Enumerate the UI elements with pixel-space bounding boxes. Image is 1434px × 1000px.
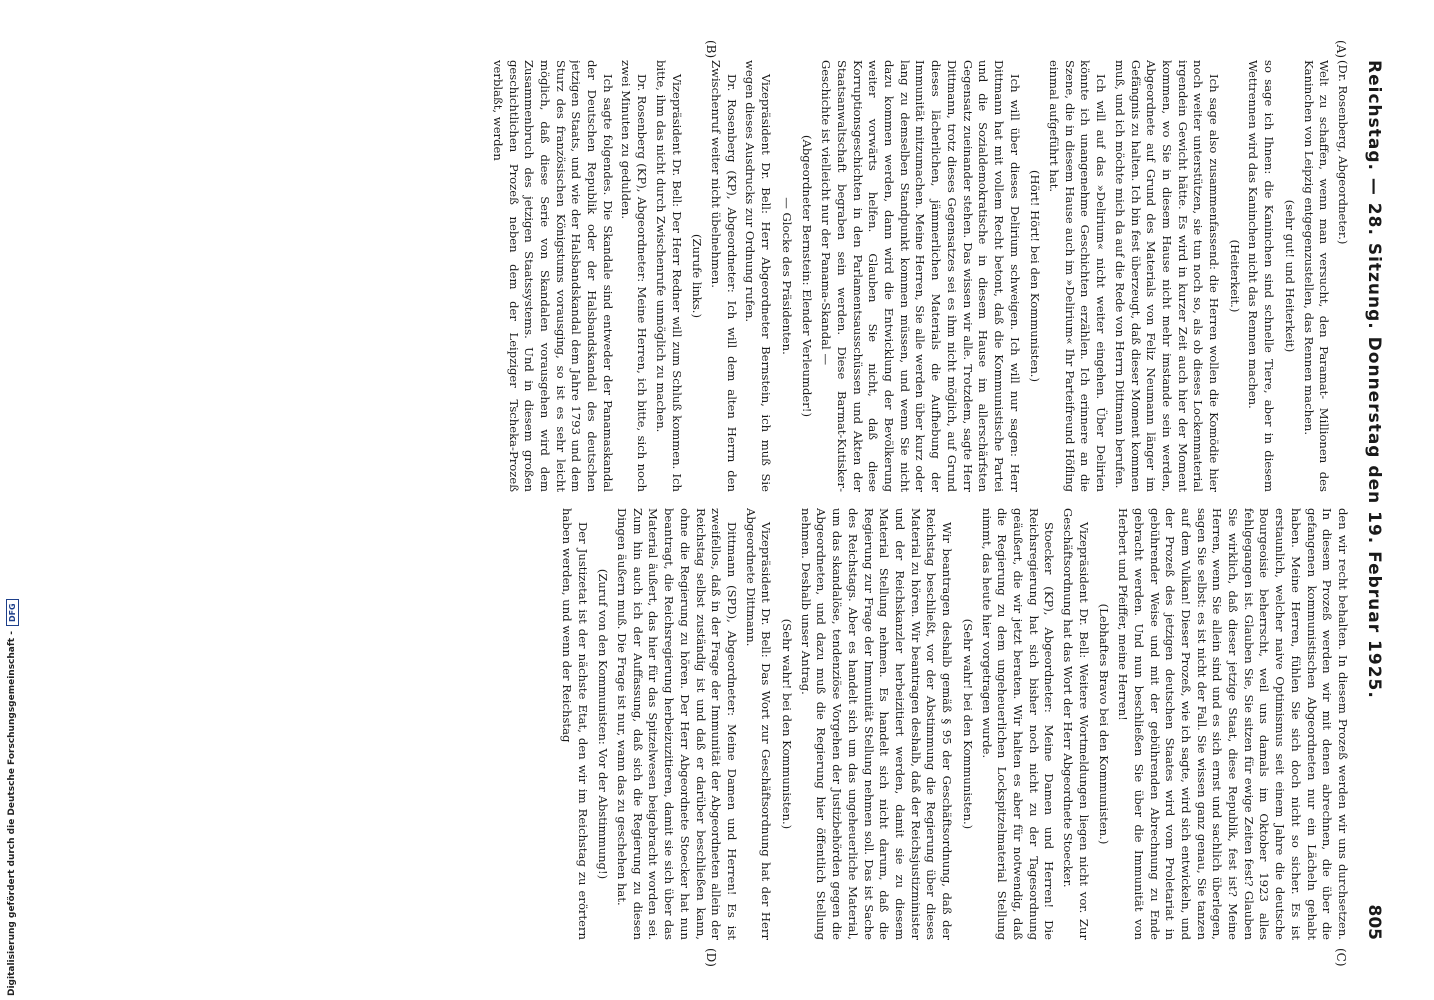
margin-marker-a: (A) [1334, 40, 1348, 59]
paragraph: Ich will auf das »Delirium« nicht weiter eingehen. Über Delirien könnte ich unangenehme Geschichten erzählen. Ich erinnere an die Szene, die in diesem Hause auch im »Delirium« Ihr Parteifreund Höfling einmal aufgeführt hat. [1047, 60, 1109, 492]
paragraph: Der Justizetat ist der nächste Etat, den wir im Reichstag zu erörtern haben werden, und wenn der Reichstag [559, 508, 590, 940]
stage-direction: (Zuruf von den Kommunisten: Vor der Abstimmung!) [596, 568, 611, 880]
stage-direction: — Glocke des Präsidenten. [779, 197, 794, 355]
paragraph: Ich sagte folgendes. Die Skandale sind entweder der Panamaskandal der Deutschen Republik oder der Halsbandskandal des deutschen jetzigen Staats, und wie der Halsbandskandal dem Jahre 1793 und dem Sturz des französischen Königstums vorausging, so ist es sehr leicht möglich, daß diese Serie von Skandalen vorausgehen wird dem Zusammenbruch des jetzigen Staatssystems. Und in diesem großen geschichtlichen Prozeß neben dem der Leipziger Tscheka-Prozeß verblaßt, werden [490, 60, 615, 492]
credit-text: Digitalisierung gefördert durch die Deutsche Forschungsgemeinschaft - [7, 631, 17, 996]
margin-marker-c: (C) [1334, 948, 1348, 967]
dfg-logo-icon: DFG [6, 599, 19, 626]
page-header [1360, 60, 1388, 940]
paragraph: Dr. Rosenberg (KP), Abgeordneter: Meine Herren, ich bitte, sich noch zwei Minuten zu gedulden. [619, 60, 650, 492]
paragraph: Stoecker (KP), Abgeordneter: Meine Damen und Herren! Die Reichsregierung hat sich bisher noch nicht zu der Tagesordnung geäußert, die wir jetzt beraten. Wir halten es aber für notwendig, daß die Regierung zu dem ungeheuerlichen Lockspitzelmaterial Stellung nimmt, das heute hier vorgetragen wurde. [979, 508, 1057, 940]
paragraph: Dr. Rosenberg (KP), Abgeordneter: Ich will dem alten Herrn den Zwischenruf weiter nicht übelnehmen. [708, 60, 739, 492]
stage-direction: (Hört! Hört! bei den Kommunisten.) [1028, 169, 1043, 382]
stage-direction: (sehr gut! und Heiterkeit) [1282, 199, 1297, 353]
margin-marker-b: (B) [704, 40, 718, 59]
stage-direction: (Zurufe links.) [690, 234, 705, 318]
left-column [60, 60, 1350, 492]
page-number: 805 [1364, 904, 1384, 940]
digitization-credit [4, 576, 20, 996]
paragraph: Wir beantragen deshalb gemäß § 95 der Geschäftsordnung, daß der Reichstag beschließt, vor der Abstimmung die Regierung über dieses Material zu hören. Wir beantragen deshalb, daß der Reichsjustizminister und der Reichskanzler herbeizitiert werden, damit sie zu diesem Material Stellung nehmen. Es handelt sich nicht darum, daß die Regierung zur Frage der Immunität Stellung nehmen soll. Das ist Sache des Reichstags. Aber es handelt sich um das ungeheuerliche Material, um das skandalöse, tendenziöse Vorgehen der Justizbehörden gegen die Abgeordneten, und dazu muß die Regierung hier öffentlich Stellung nehmen. Deshalb unser Antrag. [798, 508, 955, 940]
paragraph: Vizepräsident Dr. Bell: Weitere Wortmeldungen liegen nicht vor. Zur Geschäftsordnung hat das Wort der Herr Abgeordnete Stoecker. [1061, 508, 1091, 940]
paragraph: den wir recht behalten. In diesem Prozeß werden wir uns durchsetzen. In diesem Prozeß werden wir mit denen abrechnen, die über die gefangenen kommunistischen Abgeordneten nur ein Lächeln gehabt haben. Meine Herren, fühlen Sie sich doch nicht so sicher. Es ist erstaunlich, welcher naive Optimismus seit einem Jahre die deutsche Bourgeoisie beherrscht, weil uns damals im Oktober 1923 alles fehlgegangen ist. Glauben Sie, Sie sitzen für ewige Zeiten fest? Glauben Sie wirklich, daß dieser jetzige Staat, diese Republik, fest ist? Meine Herren, wenn Sie allein sind und es sich ernst und sachlich überlegen, sagen Sie selbst: es ist nicht der Fall. Sie wissen ganz genau, Sie tanzen auf dem Vulkan! Dieser Prozeß, wie ich sagte, wird sich entwickeln, und der Prozeß des jetzigen deutschen Staates wird vom Proletariat in gebührender Weise und mit der gebührenden Abrechnung zu Ende gebracht werden. Und nun beschließen Sie über die Immunität von Herbert und Pfeiffer, meine Herren! [1116, 508, 1350, 940]
stage-direction: (Sehr wahr! bei den Kommunisten.) [780, 618, 795, 830]
paragraph: so sage ich Ihnen: die Kaninchen sind schnelle Tiere, aber in diesem Wettrennen wird das Kaninchen nicht das Rennen machen. [1246, 60, 1277, 492]
right-column [60, 508, 1350, 940]
paragraph: Vizepräsident Dr. Bell: Das Wort zur Geschäftsordnung hat der Herr Abgeordnete Dittmann. [743, 508, 774, 940]
paragraph: Vizepräsident Dr. Bell: Herr Abgeordneter Bernstein, ich muß Sie wegen dieses Ausdrucks zur Ordnung rufen. [743, 60, 774, 492]
stage-direction: (Heiterkeit.) [1227, 239, 1242, 313]
running-title: Reichstag. — 28. Sitzung. Donnerstag den 19. Februar 1925. [1364, 60, 1384, 699]
paragraph: Welt zu schaffen, wenn man versucht, den Paramat- Millionen des Kaninchen von Leipzig entgegenzustellen, das Rennen machen. [1301, 60, 1332, 492]
margin-marker-d: (D) [704, 948, 718, 967]
paragraph: Dittmann (SPD), Abgeordneter: Meine Damen und Herren! Es ist zweifellos, daß in der Frage der Immunität der Abgeordneten allein der Reichstag selbst zuständig ist und daß er darüber beschließen kann, ohne die Regierung zu hören. Der Herr Abgeordnete Stoecker hat nun beantragt, die Reichsregierung herbeizuzitieren, damit sie sich über das Material äußert, das hier für das Spitzelwesen beigebracht worden sei. Zum hin auch ich der Auffassung, daß sich die Regierung zu diesen Dingen äußern muß. Die Frage ist nur, wann das zu geschehen hat. [615, 508, 739, 940]
stage-direction: (Sehr wahr! bei den Kommunisten.) [960, 618, 975, 830]
paragraph: Vizepräsident Dr. Bell: Der Herr Redner will zum Schluß kommen. Ich bitte, ihm das nicht durch Zwischenrufe unmöglich zu machen. [653, 60, 684, 492]
stage-direction: (Abgeordneter Bernstein: Elender Verleumder!) [800, 134, 815, 417]
paragraph: Ich sage also zusammenfassend: die Herren wollen die Komödie hier noch weiter unterstützen, sie tun noch so, als ob dieses Lockenmaterial irgendein Gewicht hätte. Es wird in kurzer Zeit auch hier der Moment kommen, wo Sie in diesem Hause nicht mehr imstande sein werden, Abgeordnete auf Grund des Materials von Feliz Neumann länger im Gefängnis zu halten. Ich bin fest überzeugt, daß dieser Moment kommen muß, und ich möchte mich da auf die Rede von Herrn Dittmann berufen. [1112, 60, 1222, 492]
paragraph: (Dr. Rosenberg, Abgeordneter.) [1336, 60, 1350, 245]
stage-direction: (Lebhaftes Bravo bei den Kommunisten.) [1097, 603, 1112, 845]
paragraph: Ich will über dieses Delirium schweigen. Ich will nur sagen: Herr Dittmann hat mit vollem Recht betont, daß die Kommunistische Partei und die Sozialdemokratische in diesem Hause im allerschärfsten Gegensatz zueinander stehen. Das wissen wir alle. Trotzdem, sagte Herr Dittmann, trotz dieses Gegensatzes sei es ihm nicht möglich, auf Grund dieses lächerlichen, jämmerlichen Materials die Aufhebung der Immunität mitzumachen. Meine Herren, Sie alle werden über kurz oder lang zu demselben Standpunkt kommen müssen, und wenn Sie nicht dazu kommen werden, dann wird die Entwicklung der Bevölkerung weiter vorwärts helfen. Glauben Sie nicht, daß diese Korruptionsgeschichten in den Parlamentsausschüssen und Akten der Staatsanwaltschaft begraben sein werden. Diese Barmat-Kutisker-Geschichte ist vielleicht nur der Panama-Skandal — [819, 60, 1022, 492]
